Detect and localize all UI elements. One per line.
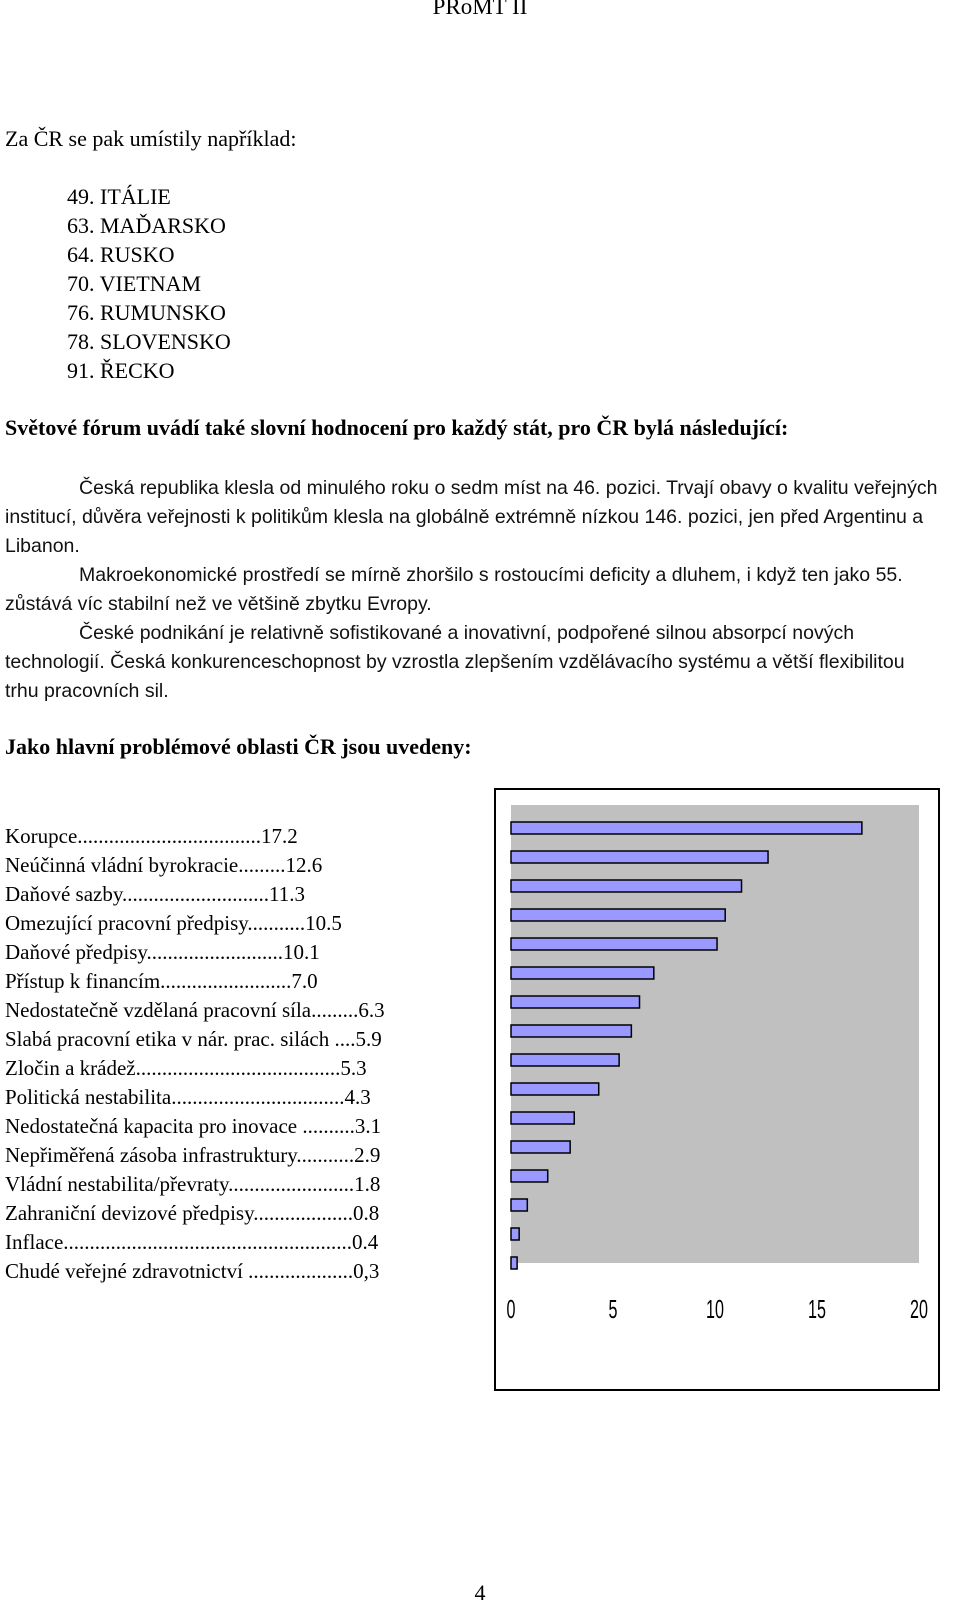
forum-heading: Světové fórum uvádí také slovní hodnocení pro každý stát, pro ČR bylá následující: (5, 415, 789, 440)
problem-item: Přístup k financím.........................7.0 (5, 969, 318, 993)
chart-bar (511, 1141, 570, 1153)
problem-item: Zločin a krádež.......................................5.3 (5, 1056, 367, 1080)
problem-item: Nedostatečná kapacita pro inovace ..........3.1 (5, 1114, 382, 1138)
problem-item: Nepřiměřená zásoba infrastruktury...........2.9 (5, 1143, 381, 1167)
bar-chart-svg (494, 788, 940, 1391)
ranking-item: 64. RUSKO (67, 242, 175, 267)
chart-bar (511, 1025, 631, 1037)
ranking-item: 70. VIETNAM (67, 271, 202, 296)
chart-bar (511, 938, 717, 950)
intro-text: Za ČR se pak umístily například: (5, 126, 297, 151)
problem-item: Neúčinná vládní byrokracie.........12.6 (5, 853, 323, 877)
assessment-paragraph: Makroekonomické prostředí se mírně zhoršilo s rostoucími deficity a dluhem, i když ten jako 55. zůstává víc stabilní než ve většině zbytku Evropy. (5, 564, 903, 615)
assessment-text (5, 474, 940, 706)
problem-item: Zahraniční devizové předpisy...................0.8 (5, 1201, 380, 1225)
problems-list (5, 822, 385, 1286)
assessment-paragraph: Česká republika klesla od minulého roku o sedm míst na 46. pozici. Trvají obavy o kvalitu veřejných institucí, důvěra veřejnosti k politikům klesla na globálně extrémně nízkou 146. pozici, jen před Argentinu a Libanon. (5, 477, 938, 557)
problem-item: Inflace.......................................................0.4 (5, 1230, 379, 1254)
x-tick-label: 10 (706, 1293, 724, 1325)
problem-item: Chudé veřejné zdravotnictví ....................0,3 (5, 1259, 380, 1283)
chart-bar (511, 1170, 548, 1182)
chart-bar (511, 996, 640, 1008)
chart-bar (511, 1054, 619, 1066)
problem-item: Vládní nestabilita/převraty........................1.8 (5, 1172, 381, 1196)
problem-item: Politická nestabilita.................................4.3 (5, 1085, 371, 1109)
problems-chart (494, 788, 940, 1391)
ranking-item: 91. ŘECKO (67, 358, 175, 383)
chart-bar (511, 1199, 527, 1211)
chart-bar (511, 851, 768, 863)
ranking-item: 76. RUMUNSKO (67, 300, 226, 325)
problem-item: Omezující pracovní předpisy...........10.5 (5, 911, 342, 935)
page-header: PRoMT II (432, 0, 528, 19)
assessment-paragraph: České podnikání je relativně sofistikované a inovativní, podpořené silnou absorpcí nových technologií. Česká konkurenceschopnost by vzrostla zlepšením vzdělávacího systému a větší flexibilitou trhu pracovních sil. (5, 622, 905, 702)
chart-bar (511, 822, 862, 834)
ranking-item: 63. MAĎARSKO (67, 213, 226, 238)
x-tick-label: 5 (608, 1293, 618, 1325)
problem-item: Korupce...................................17.2 (5, 824, 298, 848)
problem-item: Slabá pracovní etika v nár. prac. silách ....5.9 (5, 1027, 382, 1051)
problem-item: Daňové sazby............................11.3 (5, 882, 305, 906)
problem-item: Daňové předpisy..........................10.1 (5, 940, 320, 964)
chart-bar (511, 1112, 574, 1124)
chart-bar (511, 1228, 519, 1240)
ranking-item: 78. SLOVENSKO (67, 329, 231, 354)
problem-item: Nedostatečně vzdělaná pracovní síla.........6.3 (5, 998, 385, 1022)
rankings-list (67, 182, 231, 385)
problems-heading: Jako hlavní problémové oblasti ČR jsou uvedeny: (5, 734, 472, 759)
chart-bar (511, 880, 742, 892)
chart-bar (511, 1257, 517, 1269)
chart-bar (511, 1083, 599, 1095)
page-number: 4 (474, 1580, 486, 1605)
x-tick-label: 20 (910, 1293, 928, 1325)
chart-bar (511, 967, 654, 979)
x-tick-label: 0 (506, 1293, 516, 1325)
ranking-item: 49. ITÁLIE (67, 184, 171, 209)
chart-bar (511, 909, 725, 921)
x-tick-label: 15 (808, 1293, 826, 1325)
